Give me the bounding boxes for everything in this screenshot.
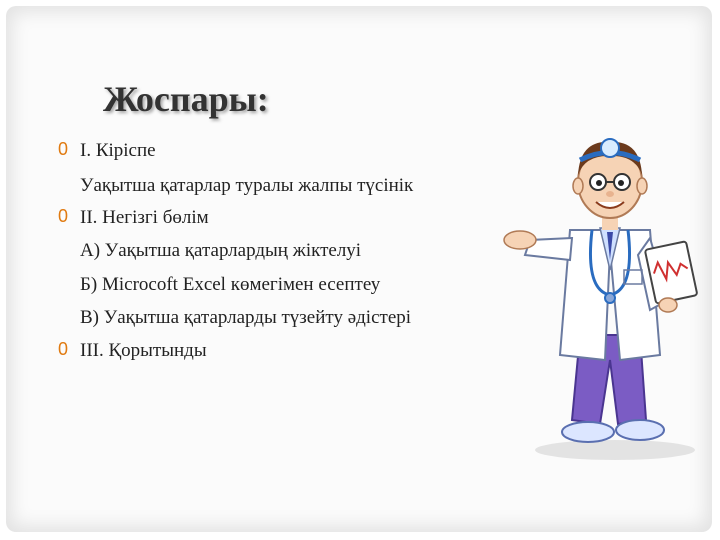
outline-item: II. Негізгі бөлім xyxy=(80,207,209,228)
outline-item: Уақытша қатарлар туралы жалпы түсінік xyxy=(80,175,414,196)
bullet-marker: 0 xyxy=(58,339,69,359)
outline-item: А) Уақытша қатарлардың жіктелуі xyxy=(80,240,362,261)
outline-item: Б) Microcoft Excel көмегімен есептеу xyxy=(80,274,381,295)
bullet-marker: 0 xyxy=(58,139,69,159)
doctor-illustration xyxy=(500,120,710,480)
outline-item: III. Қорытынды xyxy=(80,340,207,361)
bullet-marker: 0 xyxy=(58,206,69,226)
outline-item: I. Кіріспе xyxy=(80,140,156,161)
outline-item: В) Уақытша қатарларды түзейту әдістері xyxy=(80,307,412,328)
slide-title: Жоспары: xyxy=(103,79,269,119)
